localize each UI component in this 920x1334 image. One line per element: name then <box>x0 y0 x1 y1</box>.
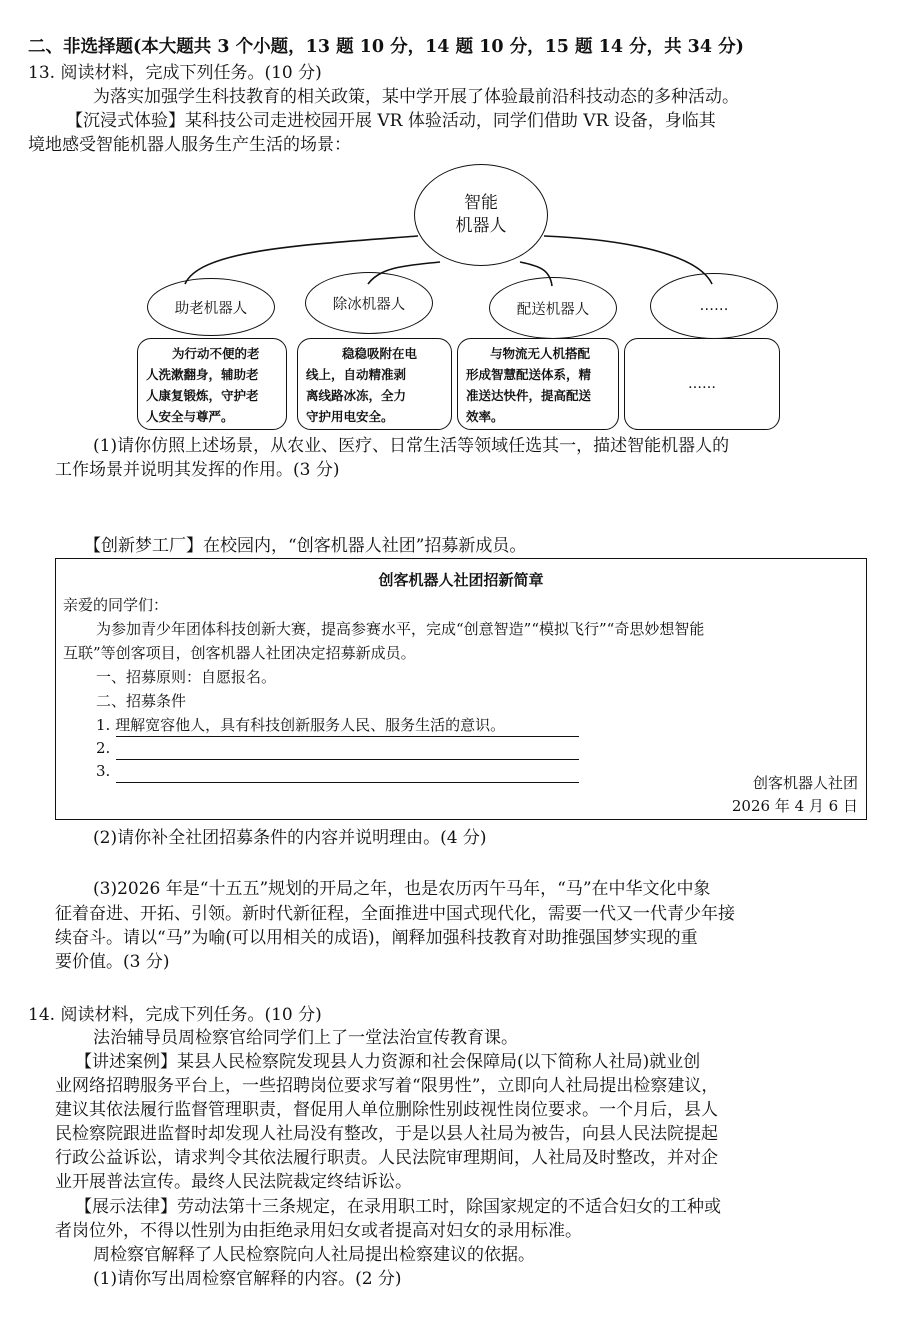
notice-condition-1: 1. 理解宽容他人，具有科技创新服务人民、服务生活的意识。 <box>96 716 506 734</box>
notice-condition-2-number: 2. <box>96 739 111 757</box>
section-header: 二、非选择题(本大题共 3 个小题，13 题 10 分，14 题 10 分，15 题 14 分，共 34 分) <box>28 37 744 57</box>
notice-body-line2: 互联”等创客项目，创客机器人社团决定招募新成员。 <box>63 644 416 662</box>
desc-line: 人洗漱翻身，辅助老 <box>146 367 259 382</box>
desc-deicing <box>297 338 452 430</box>
desc-line: 效率。 <box>466 409 504 424</box>
condition-3-blank[interactable] <box>116 782 579 783</box>
q14-sub1: (1)请你写出周检察官解释的内容。(2 分) <box>93 1269 402 1289</box>
notice-date: 2026 年 4 月 6 日 <box>731 797 858 815</box>
notice-greeting: 亲爱的同学们： <box>63 596 169 614</box>
q14-law-line2: 者岗位外，不得以性别为由拒绝录用妇女或者提高对妇女的录用标准。 <box>55 1221 582 1241</box>
q13-sub3-line2: 征着奋进、开拓、引领。新时代新征程，全面推进中国式现代化，需要一代又一代青少年接 <box>55 904 735 924</box>
desc-line: 线上，自动精准剥 <box>306 367 407 382</box>
q13-sub3-line3: 续奋斗。请以“马”为喻(可以用相关的成语)，阐释加强科技教育对助推强国梦实现的重 <box>55 928 698 948</box>
desc-line: 为行动不便的老 <box>172 346 260 361</box>
desc-line: 人康复锻炼，守护老 <box>146 388 259 403</box>
q13-title: 13. 阅读材料，完成下列任务。(10 分) <box>28 63 322 83</box>
node-elder-care-robot: 助老机器人 <box>147 278 275 336</box>
condition-1-underline <box>116 736 579 737</box>
q14-title: 14. 阅读材料，完成下列任务。(10 分) <box>28 1005 322 1025</box>
q14-case-line2: 业网络招聘服务平台上，一些招聘岗位要求写着“限男性”，立即向人社局提出检察建议， <box>55 1076 719 1096</box>
q14-case-line4: 民检察院跟进监督时却发现人社局没有整改，于是以县人社局为被告，向县人民法院提起 <box>55 1124 718 1144</box>
notice-signature: 创客机器人社团 <box>752 774 858 792</box>
desc-line: …… <box>688 375 716 392</box>
desc-delivery <box>457 338 619 430</box>
q14-case-line3: 建议其依法履行监督管理职责，督促用人单位删除性别歧视性岗位要求。一个月后，县人 <box>55 1100 718 1120</box>
center-label-line2: 机器人 <box>455 216 507 236</box>
q13-sub1-line2: 工作场景并说明其发挥的作用。(3 分) <box>55 460 340 480</box>
desc-line: 稳稳吸附在电 <box>342 346 418 361</box>
desc-line: 准送达快件，提高配送 <box>466 388 592 403</box>
q13-intro: 为落实加强学生科技教育的相关政策，某中学开展了体验最前沿科技动态的多种活动。 <box>93 87 739 107</box>
desc-elder-care <box>137 338 287 430</box>
q14-case-line6: 业开展普法宣传。最终人民法院裁定终结诉讼。 <box>55 1172 412 1192</box>
condition-2-blank[interactable] <box>116 759 579 760</box>
q14-case-line1: 【讲述案例】某县人民检察院发现县人力资源和社会保障局(以下简称人社局)就业创 <box>75 1052 701 1072</box>
desc-line: 离线路冰冻，全力 <box>306 388 407 403</box>
q13-sub3-line4: 要价值。(3 分) <box>55 952 170 972</box>
node-delivery-robot: 配送机器人 <box>489 277 617 339</box>
desc-line: 守护用电安全。 <box>306 409 394 424</box>
q13-sub1-line1: (1)请你仿照上述场景，从农业、医疗、日常生活等领域任选其一，描述智能机器人的 <box>93 436 730 456</box>
notice-title: 创客机器人社团招新简章 <box>378 571 544 589</box>
notice-body-line1: 为参加青少年团体科技创新大赛，提高参赛水平，完成“创意智造”“模拟飞行”“奇思妙想智能 <box>96 620 705 638</box>
desc-line: 与物流无人机搭配 <box>490 346 591 361</box>
q13-immersive-line1: 【沉浸式体验】某科技公司走进校园开展 VR 体验活动，同学们借助 VR 设备，身临其 <box>66 111 716 131</box>
recruitment-notice <box>55 558 867 820</box>
node-more: …… <box>650 273 778 339</box>
q13-sub3-line1: (3)2026 年是“十五五”规划的开局之年，也是农历丙午马年，“马”在中华文化中象 <box>93 879 711 899</box>
notice-principle: 一、招募原则：自愿报名。 <box>96 668 277 686</box>
q14-explain: 周检察官解释了人民检察院向人社局提出检察建议的依据。 <box>93 1245 535 1265</box>
q14-intro: 法治辅导员周检察官给同学们上了一堂法治宣传教育课。 <box>93 1028 518 1048</box>
node-deicing-robot: 除冰机器人 <box>305 272 433 334</box>
notice-conditions-title: 二、招募条件 <box>96 692 187 710</box>
notice-condition-3-number: 3. <box>96 762 111 780</box>
diagram-center-node <box>414 164 548 266</box>
q13-immersive-line2: 境地感受智能机器人服务生产生活的场景： <box>28 135 351 155</box>
desc-line: 形成智慧配送体系，精 <box>466 367 592 382</box>
desc-more <box>624 338 780 430</box>
q13-sub2: (2)请你补全社团招募条件的内容并说明理由。(4 分) <box>93 828 487 848</box>
q14-law-line1: 【展示法律】劳动法第十三条规定，在录用职工时，除国家规定的不适合妇女的工种或 <box>75 1197 721 1217</box>
desc-line: 人安全与尊严。 <box>146 409 234 424</box>
q13-dream-factory: 【创新梦工厂】在校园内，“创客机器人社团”招募新成员。 <box>84 536 527 556</box>
q14-case-line5: 行政公益诉讼，请求判令其依法履行职责。人民法院审理期间，人社局及时整改，并对企 <box>55 1148 718 1168</box>
center-label-line1: 智能 <box>464 193 498 213</box>
